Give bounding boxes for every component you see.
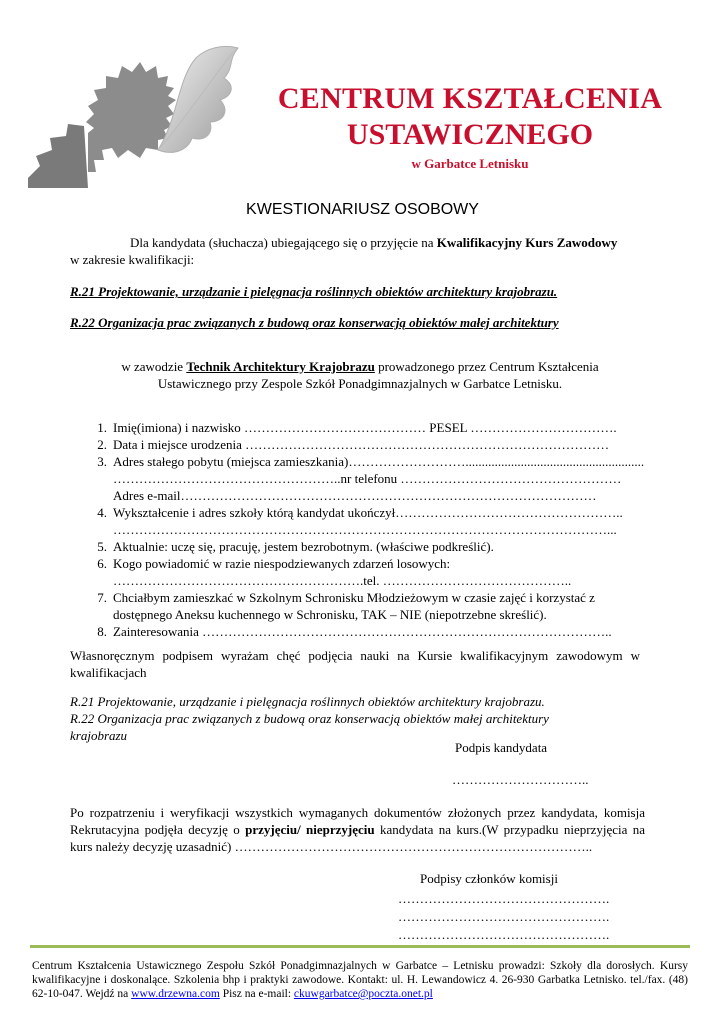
- form-field-row[interactable]: [70, 419, 645, 436]
- website-link[interactable]: www.drzewna.com: [131, 988, 220, 1000]
- brand-title-line1: CENTRUM KSZTAŁCENIA: [277, 82, 663, 115]
- field-text[interactable]: ………………………………………………….tel. ……………………………………..: [113, 573, 572, 588]
- form-field-row[interactable]: [70, 589, 645, 623]
- field-number: 8.: [97, 624, 107, 639]
- brand-title-line2: USTAWICZNEGO: [346, 118, 594, 151]
- form-field-row[interactable]: [70, 487, 645, 504]
- qualification-r21: R.21 Projektowanie, urządzanie i pielęgnacja roślinnych obiektów architektury krajobrazu.: [70, 284, 558, 299]
- field-text[interactable]: Kogo powiadomić w razie niespodziewanych zdarzeń losowych:: [113, 556, 451, 571]
- field-number: [70, 470, 113, 487]
- committee-decision-text: Po rozpatrzeniu i weryfikacji wszystkich wymaganych dokumentów złożonych przez kandydata, komisja Rekrutacyjna podjęła decyzję o przyjęciu/ nieprzyjęciu kandydata na kurs.(W przypadku nieprzyjęcia na kurs należy decyzję uzasadnić) ………………………………………………………………………..: [70, 805, 646, 854]
- field-text[interactable]: ……………………………………………………………………………………………………...: [113, 522, 617, 537]
- footer-contact: Centrum Kształcenia Ustawicznego Zespołu Szkół Ponadgimnazjalnych w Garbatce – Letnisku prowadzi: Szkoły dla dorosłych. Kursy kwalifikacyjne i doskonalące. Szkolenia bhp i praktyki zawodowe. Kontakt: ul. H. Lewandowicz 4. 26-930 Garbatka Letnisko. tel./fax. (48) 62-10-047. Wejdź na www.drzewna.com Pisz na e-mail: ckuwgarbatce@poczta.onet.pl: [32, 960, 688, 1000]
- field-number: 2.: [97, 437, 107, 452]
- field-number: [70, 487, 113, 504]
- field-text[interactable]: Wykształcenie i adres szkoły którą kandydat ukończył……………………………………………..: [113, 505, 623, 520]
- committee-signatures-label: Podpisy członków komisji: [420, 871, 558, 886]
- candidate-signature-label: Podpis kandydata: [455, 740, 548, 755]
- field-number: 1.: [97, 420, 107, 435]
- field-text[interactable]: Zainteresowania …………………………………………………………………………………..: [113, 624, 612, 639]
- field-number: [70, 572, 113, 589]
- brand-subtitle: w Garbatce Letnisku: [411, 156, 529, 171]
- form-field-row[interactable]: [70, 555, 645, 572]
- sawblade-shape: [86, 62, 176, 188]
- field-number: [70, 521, 113, 538]
- email-link[interactable]: ckuwgarbatce@poczta.onet.pl: [293, 988, 433, 1000]
- field-text[interactable]: Data i miejsce urodzenia …………………………………………………………………………: [113, 437, 610, 452]
- committee-signature-line[interactable]: ………………………………………….: [398, 891, 610, 906]
- field-number: 6.: [97, 556, 107, 571]
- field-number: 5.: [97, 539, 107, 554]
- form-field-row[interactable]: [70, 538, 645, 555]
- declaration-text: Własnoręcznym podpisem wyrażam chęć podjęcia nauki na Kursie kwalifikacyjnym zawodowym w kwalifikacjach: [70, 648, 640, 680]
- field-text[interactable]: Imię(imiona) i nazwisko …………………………………… PESEL …………………………….: [113, 420, 617, 435]
- form-field-row[interactable]: [70, 521, 645, 538]
- committee-signature-lines[interactable]: [398, 890, 609, 944]
- field-text[interactable]: Adres e-mail……………………………………………………………………………………: [113, 488, 597, 503]
- form-field-row[interactable]: [70, 453, 645, 470]
- candidate-signature-line[interactable]: …………………………..: [452, 772, 589, 787]
- field-number: 7.: [97, 590, 107, 605]
- form-field-row[interactable]: [70, 623, 645, 640]
- sawblade-oak-leaf-logo: [28, 38, 243, 188]
- field-number: 3.: [97, 454, 107, 469]
- committee-signature-line[interactable]: ………………………………………….: [398, 909, 610, 924]
- field-number: 4.: [97, 505, 107, 520]
- committee-signature-line[interactable]: ………………………………………….: [398, 927, 610, 942]
- form-field-row[interactable]: [70, 436, 645, 453]
- form-title: KWESTIONARIUSZ OSOBOWY: [246, 201, 479, 218]
- qualification-r22: R.22 Organizacja prac związanych z budową oraz konserwacją obiektów małej architektury: [70, 315, 559, 330]
- form-field-row[interactable]: [70, 504, 645, 521]
- field-text[interactable]: Adres stałego pobytu (miejsca zamieszkania)……………………….......................................................: [113, 454, 645, 469]
- field-text[interactable]: Chciałbym zamieszkać w Szkolnym Schronisku Młodzieżowym w czasie zajęć i korzystać z dostępnego Aneksu kuchennego w Schronisku, TAK – NIE (niepotrzebne skreślić).: [113, 590, 595, 622]
- field-text[interactable]: Aktualnie: uczę się, pracuję, jestem bezrobotnym. (właściwe podkreślić).: [113, 539, 494, 554]
- intro-paragraph: Dla kandydata (słuchacza) ubiegającego się o przyjęcie na Kwalifikacyjny Kurs Zawodowy w zakresie kwalifikacji:: [70, 235, 618, 267]
- personal-data-fields: [70, 419, 645, 640]
- footer-divider: [30, 945, 690, 948]
- form-field-row[interactable]: [70, 470, 645, 487]
- profession-paragraph: w zawodzie Technik Architektury Krajobrazu prowadzonego przez Centrum Kształcenia Ustawicznego przy Zespole Szkół Ponadgimnazjalnych w Garbatce Letnisku.: [121, 359, 599, 391]
- form-field-row[interactable]: [70, 572, 645, 589]
- field-text[interactable]: ……………………………………………..nr telefonu ……………………………………………: [113, 471, 622, 486]
- declaration-qualifications: R.21 Projektowanie, urządzanie i pielęgnacja roślinnych obiektów architektury krajobrazu. R.22 Organizacja prac związanych z budową oraz konserwacją obiektów małej architektury krajobrazu: [70, 694, 549, 743]
